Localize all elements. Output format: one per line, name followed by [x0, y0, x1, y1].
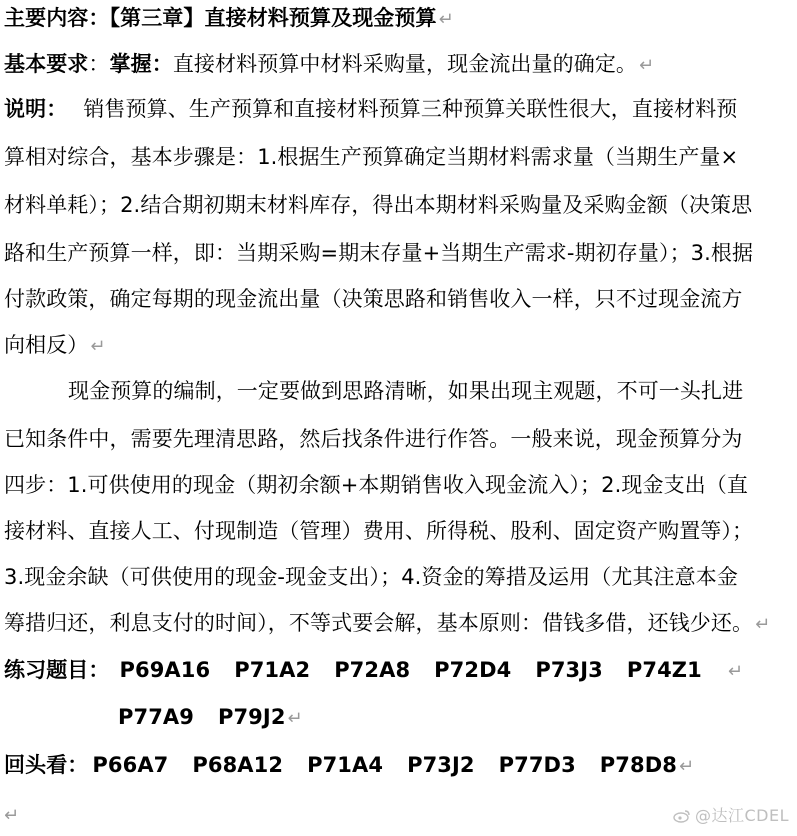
paragraph-mark-icon: ↵ [755, 614, 771, 635]
cash-line-3 [4, 471, 793, 499]
cash-text-1: 现金预算的编制，一定要做到思路清晰，如果出现主观题，不可一头扎进 [68, 379, 744, 403]
review-code: P68A12 [192, 753, 284, 777]
requirement-text: 直接材料预算中材料采购量，现金流出量的确定。 [172, 52, 638, 76]
review-code: P66A7 [92, 753, 169, 777]
cash-text-4: 接材料、直接人工、付现制造（管理）费用、所得税、股利、固定资产购置等）； [4, 519, 754, 543]
review-code: P77D3 [498, 753, 576, 777]
practice-code: P73J3 [535, 658, 603, 682]
watermark [673, 803, 789, 826]
practice-code: P74Z1 [626, 658, 702, 682]
practice-code: P69A16 [119, 658, 211, 682]
practice-line-2 [118, 703, 793, 733]
requirement-line [4, 50, 793, 80]
cash-line-5 [4, 563, 793, 591]
requirement-colon: ： [88, 52, 110, 76]
cash-text-5: 3.现金余缺（可供使用的现金-现金支出）；4.资金的筹措及运用（尤其注意本金 [4, 565, 738, 589]
explanation-line-5 [4, 285, 793, 313]
weibo-icon [673, 809, 691, 823]
explanation-line-6 [4, 331, 793, 361]
explanation-line-1 [4, 95, 793, 123]
practice-code: P71A2 [234, 658, 311, 682]
review-code: P78D8 [599, 753, 677, 777]
explanation-line-3 [4, 191, 793, 219]
explanation-text-3: 材料单耗）；2.结合期初期末材料库存，得出本期材料采购量及采购金额（决策思 [4, 193, 753, 217]
cash-text-2: 已知条件中，需要先理清思路，然后找条件进行作答。一般来说，现金预算分为 [4, 427, 743, 451]
review-label: 回头看： [4, 753, 89, 777]
explanation-label: 说明： [4, 97, 68, 121]
practice-code: P77A9 [118, 705, 194, 729]
review-code: P73J2 [407, 753, 475, 777]
paragraph-mark-icon: ↵ [678, 756, 695, 777]
cash-line-6 [4, 609, 793, 639]
explanation-text-2: 算相对综合，基本步骤是：1.根据生产预算确定当期材料需求量（当期生产量× [4, 145, 739, 169]
cash-line-2 [4, 425, 793, 453]
title-label: 主要内容： [4, 6, 110, 30]
title-text: 【第三章】直接材料预算及现金预算 [109, 6, 437, 30]
paragraph-mark-icon: ↵ [90, 336, 106, 357]
review-line [4, 751, 793, 781]
requirement-label: 基本要求 [4, 52, 89, 76]
practice-code: P72D4 [434, 658, 512, 682]
cash-line-4 [4, 517, 793, 545]
paragraph-mark-icon: ↵ [4, 805, 20, 826]
watermark-text: @达江CDEL [694, 806, 789, 825]
practice-code: P72A8 [334, 658, 411, 682]
explanation-line-4 [4, 239, 793, 267]
practice-code: P79J2 [217, 705, 286, 729]
explanation-text-1: 销售预算、生产预算和直接材料预算三种预算关联性很大，直接材料预 [83, 97, 738, 121]
explanation-text-4: 路和生产预算一样，即：当期采购=期末存量+当期生产需求-期初存量）；3.根据 [4, 241, 754, 265]
explanation-text-6: 向相反） [4, 333, 89, 357]
cash-line-1 [4, 377, 793, 405]
explanation-text-5: 付款政策，确定每期的现金流出量（决策思路和销售收入一样，只不过现金流方 [4, 287, 743, 311]
cash-text-3: 四步：1.可供使用的现金（期初余额+本期销售收入现金流入）；2.现金支出（直 [4, 473, 748, 497]
requirement-strong: 掌握： [109, 52, 173, 76]
paragraph-mark-icon: ↵ [639, 55, 655, 76]
review-code: P71A4 [307, 753, 384, 777]
cash-text-6: 筹措归还，利息支付的时间），不等式要会解，基本原则：借钱多借，还钱少还。 [4, 611, 754, 635]
paragraph-mark-icon: ↵ [438, 9, 454, 30]
paragraph-mark-icon: ↵ [727, 661, 744, 682]
page-title [4, 4, 793, 34]
paragraph-mark-icon: ↵ [287, 708, 303, 729]
practice-line-1 [4, 656, 793, 686]
explanation-line-2 [4, 143, 793, 171]
practice-label: 练习题目： [4, 658, 110, 682]
